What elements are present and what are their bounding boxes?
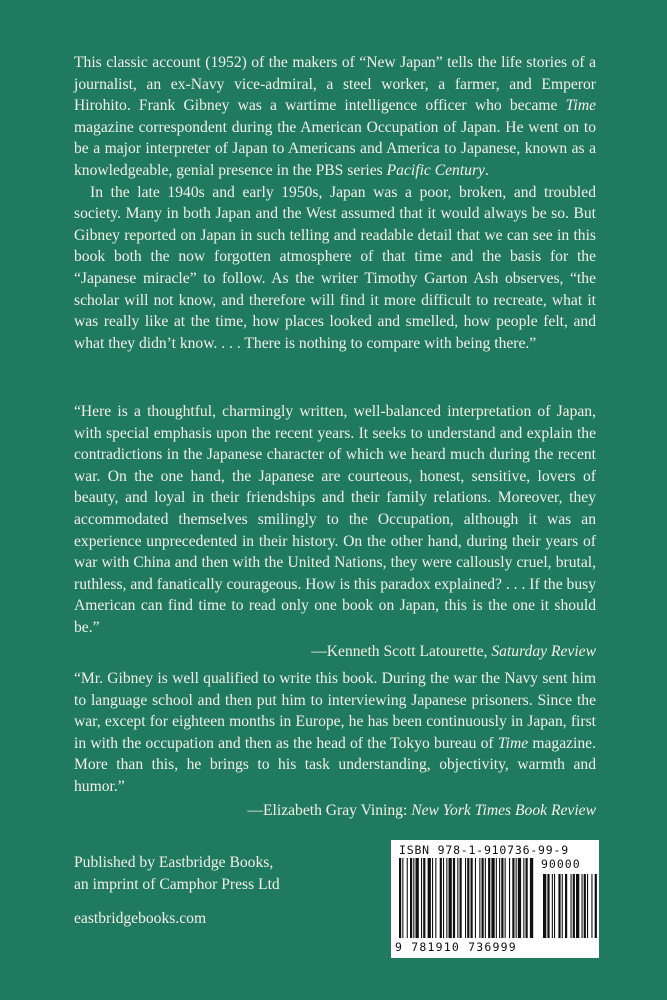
- barcode-bar: [446, 858, 447, 938]
- barcode-bar: [501, 858, 503, 938]
- review-quote-vining: [74, 668, 596, 821]
- blurb-text: This classic account (1952) of the makers of “New Japan” tells the life stories of a journalist, an ex-Navy vice-admiral, a steel worker, a farmer, and Emperor Hirohito. Frank Gibney was a wartime intelligence officer who became: [74, 54, 596, 115]
- addon-bar: [554, 874, 555, 938]
- addon-bar: [587, 874, 588, 938]
- barcode-bar: [496, 858, 497, 938]
- ean-digits: 9 781910 736999: [395, 940, 517, 954]
- barcode-bar: [512, 858, 514, 938]
- blurb-text: .: [484, 161, 489, 179]
- barcode-bar: [523, 858, 524, 938]
- barcode-bar: [453, 858, 455, 938]
- barcode-bar: [526, 858, 528, 938]
- isbn-label: ISBN 978-1-910736-99-9: [399, 843, 569, 857]
- review-attribution: [74, 641, 596, 663]
- barcode-bar: [460, 858, 462, 938]
- addon-digits: 90000: [541, 857, 581, 871]
- review-text: [74, 668, 596, 798]
- barcode-bar: [467, 858, 469, 938]
- publisher-info: [74, 852, 374, 930]
- isbn-barcode: [391, 840, 599, 958]
- review-source: New York Times Book Review: [411, 801, 596, 819]
- barcode-bar: [443, 858, 444, 938]
- barcode-bar: [402, 858, 403, 938]
- barcode-bar: [465, 858, 466, 938]
- barcode-bar: [428, 858, 431, 938]
- barcode-bar: [432, 858, 433, 938]
- barcode-bar: [435, 858, 436, 938]
- addon-bar: [573, 874, 575, 938]
- addon-bar: [576, 874, 579, 938]
- publisher-line-2: an imprint of Camphor Press Ltd: [74, 876, 280, 893]
- barcode-bar: [518, 858, 521, 938]
- magazine-title: Time: [565, 97, 596, 115]
- addon-bar: [582, 874, 583, 938]
- barcode-bar: [516, 858, 517, 938]
- publisher-line-1: Published by Eastbridge Books,: [74, 854, 274, 871]
- review-source: Saturday Review: [491, 642, 596, 660]
- barcode-bar: [416, 858, 419, 938]
- barcode-bar: [457, 858, 458, 938]
- barcode-bar: [440, 858, 442, 938]
- review-text-part: magazine. More than this, he brings to his task understanding, objectivity, warmth and humor.”: [74, 734, 596, 795]
- barcode-bar: [479, 858, 480, 938]
- barcode-bar: [471, 858, 473, 938]
- blurb-text: magazine correspondent during the American Occupation of Japan. He went on to be a major interpreter of Japan to Americans and America to Japanese, known as a knowledgeable, genial presence in the PBS series: [74, 118, 596, 179]
- barcode-bar: [423, 858, 425, 938]
- addon-bar: [562, 874, 563, 938]
- series-title: Pacific Century: [386, 161, 485, 179]
- barcode-bar: [413, 858, 414, 938]
- blurb-paragraph-1: [74, 52, 596, 182]
- addon-bar: [584, 874, 586, 938]
- addon-bar: [547, 874, 549, 938]
- review-attribution: [74, 800, 596, 822]
- addon-bar: [591, 874, 592, 938]
- barcode-bar: [410, 858, 412, 938]
- review-text-part: “Mr. Gibney is well qualified to write this book. During the war the Navy sent him to language school and then put him to interviewing Japanese prisoners. Since the war, except for eighteen months in Europe, he has been continuously in Japan, first in with the occupation and then as the head of the Tokyo bureau of: [74, 670, 596, 752]
- addon-bar: [558, 874, 560, 938]
- reviewer-name: —Kenneth Scott Latourette,: [311, 642, 492, 660]
- barcode-bar: [421, 858, 422, 938]
- magazine-title: Time: [497, 734, 529, 752]
- barcode-bar: [509, 858, 510, 938]
- barcode-bar: [482, 858, 484, 938]
- barcode-bar: [505, 858, 506, 938]
- reviewer-name: —Elizabeth Gray Vining:: [247, 801, 412, 819]
- review-quote-latourette: [74, 401, 596, 662]
- barcode-bar: [491, 858, 494, 938]
- blurb: [74, 52, 596, 354]
- barcode-bar: [407, 858, 408, 938]
- addon-bar: [543, 874, 546, 938]
- publisher-website[interactable]: eastbridgebooks.com: [74, 910, 207, 927]
- barcode-bar: [530, 858, 533, 938]
- barcode-bar: [449, 858, 452, 938]
- barcode-bar: [475, 858, 476, 938]
- addon-bar: [595, 874, 597, 938]
- addon-bar: [565, 874, 567, 938]
- barcode-bar: [485, 858, 486, 938]
- barcode-bar: [499, 858, 500, 938]
- review-text: “Here is a thoughtful, charmingly written, well-balanced interpretation of Japan, with special emphasis upon the recent years. It seeks to understand and explain the contradictions in the Japanese character of which we heard much during the recent war. On the one hand, the Japanese are courteous, honest, sensitive, lovers of beauty, and loyal in their friendships and their family relations. Moreover, they accommodated themselves smilingly to the Occupation, although it was an experience unprecedented in their history. On the other hand, during their years of war with China and then with the United Nations, they were callously cruel, brutal, ruthless, and fanatically courageous. How is this paradox explained? . . . If the busy American can find time to read only one book on Japan, this is the one it should be.”: [74, 403, 596, 636]
- addon-bar: [571, 874, 572, 938]
- addon-bar: [552, 874, 553, 938]
- barcode-bar: [399, 858, 401, 938]
- blurb-paragraph-2: In the late 1940s and early 1950s, Japan was a poor, broken, and troubled society. Many in both Japan and the West assumed that it would always be so. But Gibney reported on Japan in such telling and readable detail that we can see in this book both the now forgotten atmosphere of that time and the basis for the “Japanese miracle” to follow. As the writer Timothy Garton Ash observes, “the scholar will not know, and therefore will find it more difficult to recreate, what it was really like at the time, how places looked and smelled, how people felt, and what they didn’t know. . . . There is nothing to compare with being there.”: [74, 183, 596, 352]
- barcode-bar: [488, 858, 490, 938]
